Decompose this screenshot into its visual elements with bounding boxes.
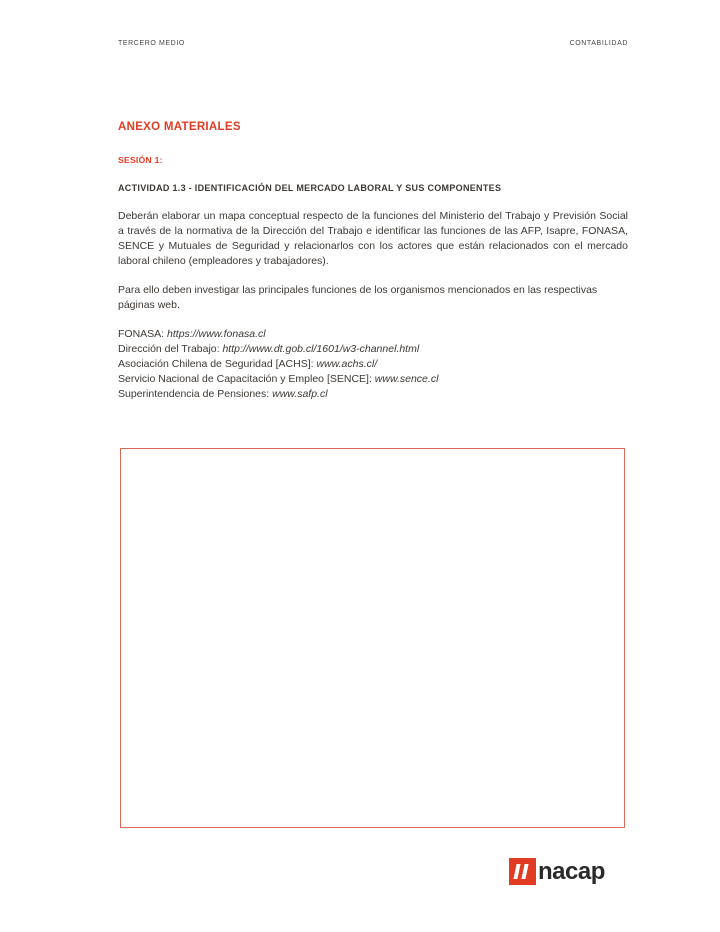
session-heading: SESIÓN 1:: [118, 155, 163, 165]
link-label: Servicio Nacional de Capacitación y Empleo [SENCE]:: [118, 373, 375, 385]
link-label: Asociación Chilena de Seguridad [ACHS]:: [118, 358, 317, 370]
link-row-sence: [118, 372, 628, 387]
links-list: [118, 327, 628, 402]
link-row-direccion-trabajo: [118, 342, 628, 357]
concept-map-box: [120, 448, 625, 828]
link-row-achs: [118, 357, 628, 372]
activity-title: ACTIVIDAD 1.3 - IDENTIFICACIÓN DEL MERCADO LABORAL Y SUS COMPONENTES: [118, 183, 502, 193]
link-label: FONASA:: [118, 328, 168, 340]
link-url[interactable]: http://www.dt.gob.cl/1601/w3-channel.html: [222, 343, 420, 355]
inacap-logo-icon: [509, 858, 536, 885]
link-row-superintendencia: [118, 387, 628, 402]
link-url[interactable]: www.safp.cl: [272, 388, 328, 400]
link-label: Superintendencia de Pensiones:: [118, 388, 273, 400]
link-url[interactable]: https://www.fonasa.cl: [167, 328, 266, 340]
paragraph-instructions: Deberán elaborar un mapa conceptual respecto de la funciones del Ministerio del Trabajo y Previsión Social a través de la normativa de la Dirección del Trabajo e identificar las funciones de las AFP, Isapre, FONASA, SENCE y Mutuales de Seguridad y relacionarlos con los actores que están relacionados con el mercado laboral chileno (empleadores y trabajadores).: [118, 210, 628, 267]
link-url[interactable]: www.achs.cl/: [316, 358, 378, 370]
page-header: [118, 40, 628, 47]
inacap-logo-text: nacap: [538, 858, 605, 885]
link-label: Dirección del Trabajo:: [118, 343, 223, 355]
section-title: ANEXO MATERIALES: [118, 121, 241, 133]
header-left-text: TERCERO MEDIO: [118, 40, 185, 47]
header-right-text: CONTABILIDAD: [569, 40, 628, 47]
paragraph-research: Para ello deben investigar las principales funciones de los organismos mencionados en las respectivas páginas web.: [118, 284, 598, 311]
inacap-logo: [509, 858, 605, 885]
link-row-fonasa: [118, 327, 628, 342]
link-url[interactable]: www.sence.cl: [374, 373, 439, 385]
